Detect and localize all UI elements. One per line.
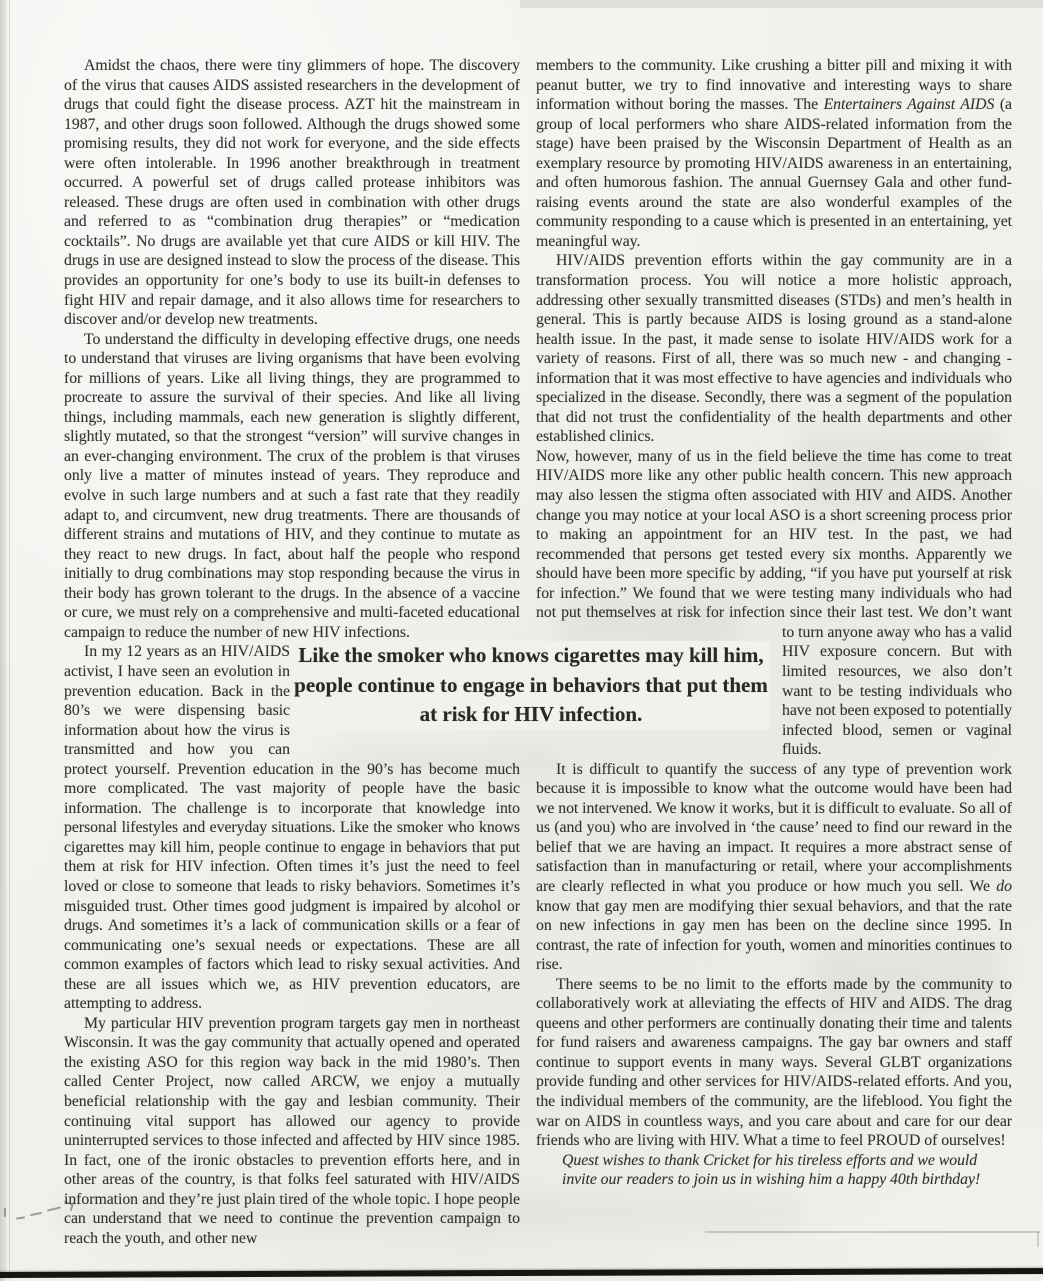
paragraph: HIV/AIDS prevention efforts within the gay community are in a transformation process. You will notice a more holistic approach, addressing other sexually transmitted diseases (STDs) and men’s health in general. This is partly because AIDS is losing ground as a stand-alone health issue. In the past, it made sense to isolate HIV/AIDS work for a variety of reasons. First of all, there was so much new - and changing - information that it was most effective to have agencies and individuals who specialized in the disease. Secondly, there was a segment of the population that did not trust the confidentiality of the health departments and other established clinics. <box>536 252 1012 446</box>
paragraph: My particular HIV prevention program targets gay men in northeast Wisconsin. It was the gay community that actually opened and operated the existing ASO for this region way back in the mid 1980’s. Then called Center Project, now called ARCW, we enjoy a mutually beneficial relationship with the gay and lesbian community. Their continuing vital support has allowed our agency to provide uninterrupted services to those infected and affected by HIV since 1985. In fact, one of the ironic obstacles to prevention efforts here, and in other areas of the country, is that folks feel saturated with HIV/AIDS information and they’re just plain tired of the whole topic. I hope people can understand that we need to continue the prevention campaign to reach the youth, and other new <box>64 1014 520 1247</box>
paragraph: There seems to be no limit to the efforts made by the community to collaboratively work at alleviating the effects of HIV and AIDS. The drag queens and other performers are continually donating their time and talents for fund raisers and awareness campaigns. The gay bar owners and staff continue to support events in many ways. Several GLBT organizations provide funding and other services for HIV/AIDS-related efforts. And you, the individual members of the community, are the lifeblood. You fight the war on AIDS in countless ways, and you care about and care for our dear friends who are living with HIV. What a time to feel PROUD of ourselves! <box>536 975 1012 1150</box>
scan-left-edge-shadow <box>0 0 7 1281</box>
scan-bottom-black-bar <box>0 1268 1043 1278</box>
paragraph: It is difficult to quantify the success of any type of prevention work because it is impossible to know what the outcome would have been had we not intervened. We know it works, but it is difficult to evaluate. So all of us (and you) who are involved in ‘the cause’ need to find our reward in the belief that we are having an impact. It requires a more abstract sense of satisfaction than in manufacturing or retail, where your accomplishments are clearly reflected in what you produce or how much you sell. We do know that gay men are modifying thier sexual behaviors, and that the rate on new infections in gay men has been on the decline since 1995. In contrast, the rate of infection for youth, women and minorities continues to rise. <box>536 760 1012 974</box>
paragraph: Amidst the chaos, there were tiny glimmers of hope. The discovery of the virus that causes AIDS assisted researchers in the development of drugs that could fight the disease process. AZT hit the mainstream in 1987, and other drugs soon followed. Although the drugs showed some promising results, they did not work for everyone, and the side effects were often intolerable. In 1996 another breakthrough in treatment occurred. A powerful set of drugs called protease inhibitors was released. These drugs are often used in combination with other drugs and referred to as “combination drug therapies” or “medication cocktails”. No drugs are available yet that cure AIDS or kill HIV. The drugs in use are designed instead to slow the process of the disease. This provides an opportunity for one’s body to use its built-in defenses to fight HIV and repair damage, and it also allows time for researchers to discover and/or develop new treatments. <box>64 57 520 329</box>
paragraph: In my 12 years as an HIV/AIDS activist, I have seen an evolution in prevention education. Back in the 80’s we were dispensing basic information about how the virus is transmitted and how you can protect yourself. Prevention education in the 90’s has become much more complicated. The vast majority of people have the basic information. The challenge is to incorporate that knowledge into personal lifestyles and everyday situations. Like the smoker who knows cigarettes may kill him, people continue to engage in behaviors that put them at risk for HIV infection. Often times it’s just the need to feel loved or close to someone that leads to risky behaviors. Sometimes it’s misguided trust. Other times good judgment is impaired by alcohol or drugs. And sometimes it’s a lack of communication skills or a fear of communicating one’s sexual needs or expectations. These are all common examples of factors which lead to risky sexual activities. And these are all issues which we, as HIV prevention educators, are attempting to address. <box>64 643 520 1013</box>
paragraph: Now, however, many of us in the field believe the time has come to treat HIV/AIDS more like any other public health concern. This new approach may also lessen the stigma often associated with HIV and AIDS. Another change you may notice at your local ASO is a short screening process prior to making an appointment for an HIV test. In the past, we had recommended that persons get tested every six months. Apparently we should have been more specific by adding, “if you have put yourself at risk for infection.” We found that we were testing many individuals who had not put themselves at risk for infection since their last test. We don’t want to turn anyone away who has a valid HIV exposure concern. But with limited resources, we also don’t want to be testing individuals who have not been exposed to potentially infected blood, semen or vaginal fluids. <box>536 447 1012 759</box>
scan-top-edge-band <box>520 0 1043 8</box>
scan-left-edge-line <box>9 0 10 1281</box>
pull-quote: Like the smoker who knows cigarettes may kill him, people continue to engage in behaviors that put them at risk for HIV infection. <box>292 641 770 730</box>
scan-faint-rule-corner <box>1037 1231 1039 1247</box>
paragraph: Quest wishes to thank Cricket for his tireless efforts and we would invite our readers to join us in wishing him a happy 40th birthday! <box>562 1151 981 1189</box>
paragraph: To understand the difficulty in developing effective drugs, one needs to understand that viruses are living organisms that have been evolving for millions of years. Like all living things, they are programmed to procreate to assure the survival of their species. And like all living things, including mammals, each new generation is slightly different, slightly mutated, so that the strongest “version” will survive changes in an ever-changing environment. The crux of the problem is that viruses only live a matter of minutes instead of years. They reproduce and evolve in such large numbers and at such a fast rate that they readily adapt to, and circumvent, new drug treatments. There are thousands of different strains and mutations of HIV, and they continue to mutate as they react to new drugs. In fact, about half the people who respond initially to drug combinations may stop responding because the virus in their body has grown tolerant to the drugs. In the absence of a vaccine or cure, we must rely on a comprehensive and multi-faceted educational campaign to reduce the number of new HIV infections. <box>64 330 520 641</box>
paragraph: members to the community. Like crushing a bitter pill and mixing it with peanut butter, we try to find innovative and interesting ways to share information without boring the masses. The Entertainers Against AIDS (a group of local performers who share AIDS-related information from the stage) have been praised by the Wisconsin Department of Health as an exemplary resource by promoting HIV/AIDS awareness in an entertaining, and often humorous fashion. The annual Guernsey Gala and other fund-raising events around the state are also wonderful examples of the community responding to a cause which is presented in an entertaining, yet meaningful way. <box>536 57 1013 250</box>
